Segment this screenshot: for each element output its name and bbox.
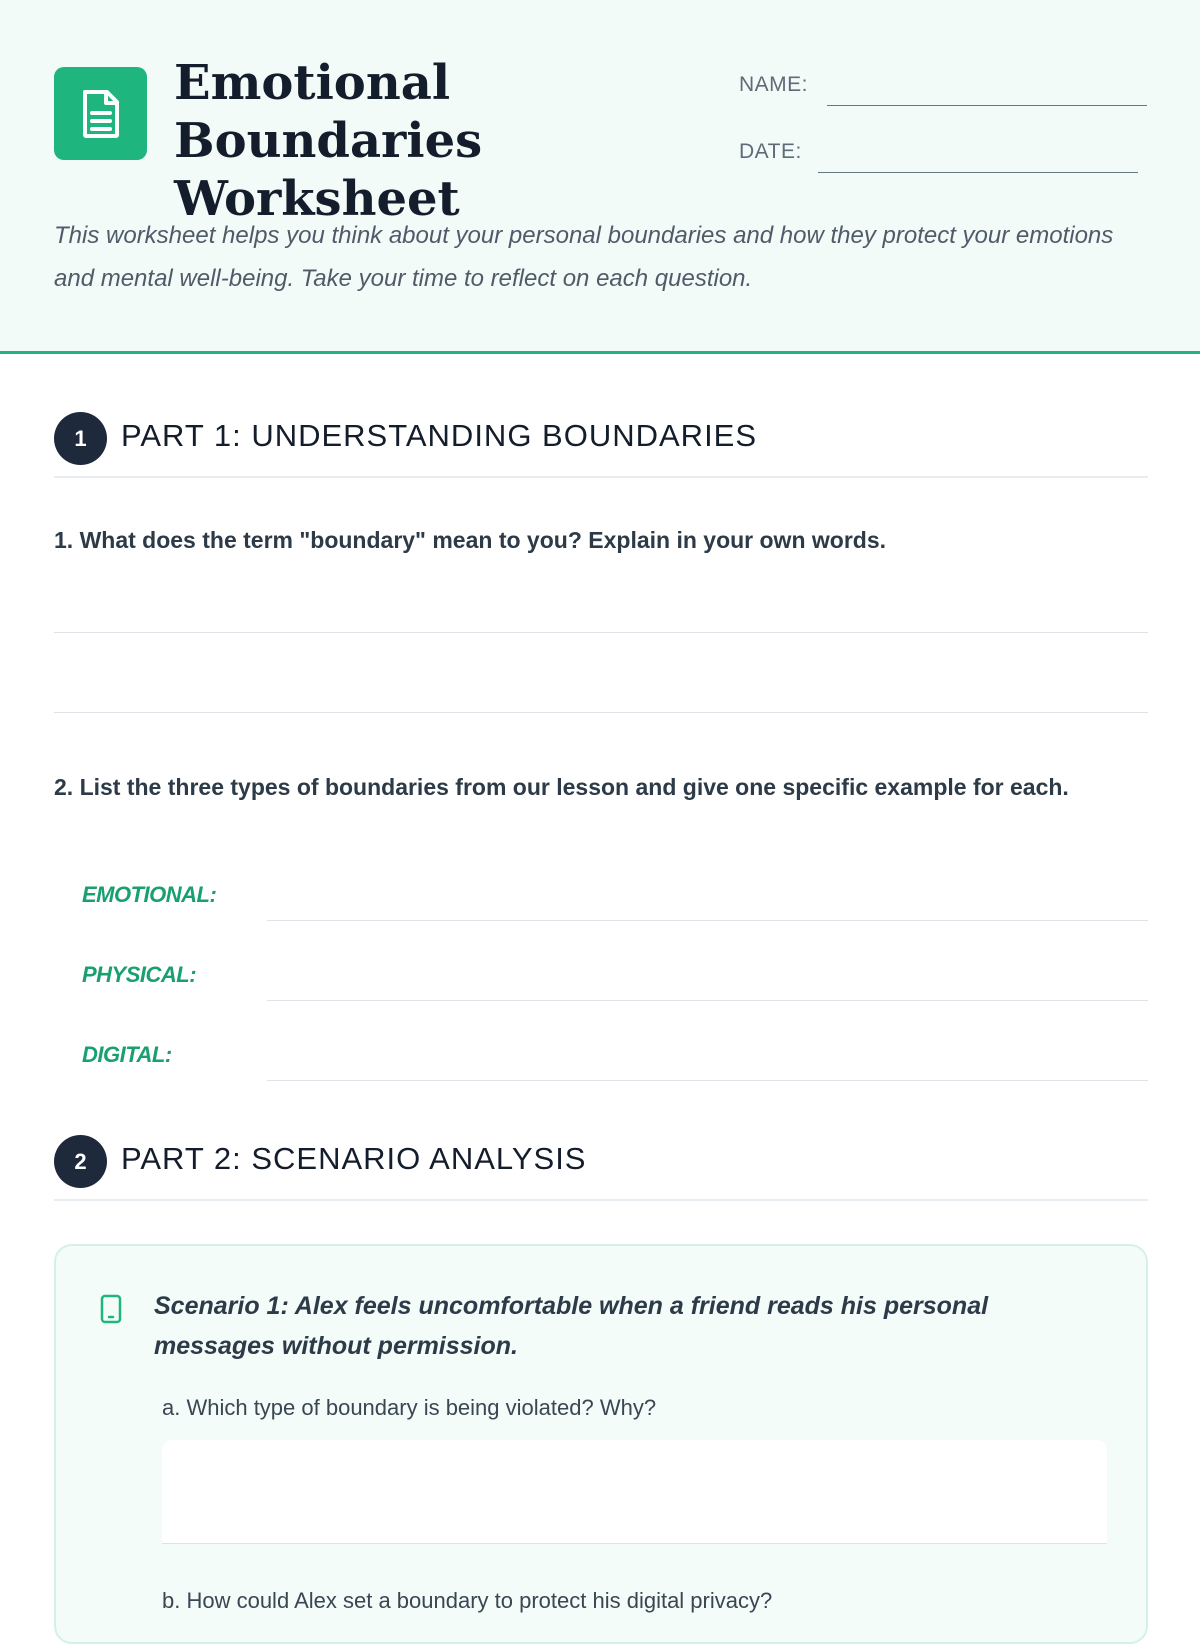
- scenario-1-text: Scenario 1: Alex feels uncomfortable when a friend reads his personal messages without permission.: [154, 1292, 989, 1360]
- date-field[interactable]: [818, 172, 1138, 173]
- part2-heading: [54, 1135, 1148, 1205]
- type-answer-emotional[interactable]: [267, 920, 1148, 921]
- part1-number-badge: 1: [54, 412, 107, 465]
- name-label: NAME:: [739, 73, 809, 96]
- type-row-emotional: [82, 882, 1148, 922]
- part2-title: PART 2: SCENARIO ANALYSIS: [121, 1141, 587, 1176]
- scenario-1-question-b: b. How could Alex set a boundary to protect his digital privacy?: [162, 1588, 773, 1613]
- part2-number-badge: 2: [54, 1135, 107, 1188]
- part1-heading: [54, 412, 1148, 482]
- date-label: DATE:: [739, 140, 802, 163]
- part1-title: PART 1: UNDERSTANDING BOUNDARIES: [121, 418, 758, 453]
- type-answer-physical[interactable]: [267, 1000, 1148, 1001]
- question-1: 1. What does the term "boundary" mean to you? Explain in your own words.: [54, 527, 887, 553]
- intro-text: This worksheet helps you think about your personal boundaries and how they protect your emotions and mental well-being. Take your time to reflect on each question.: [54, 222, 1114, 292]
- phone-icon: [98, 1294, 124, 1324]
- worksheet-header: [0, 0, 1200, 354]
- q1-answer-line-1[interactable]: [54, 632, 1148, 633]
- part2-divider: [54, 1199, 1148, 1201]
- type-label-digital: DIGITAL:: [82, 1042, 172, 1067]
- part1-divider: [54, 476, 1148, 478]
- type-row-physical: [82, 962, 1148, 1002]
- scenario-card-1: [54, 1244, 1148, 1644]
- logo-badge: [54, 67, 147, 160]
- document-icon: [79, 89, 123, 139]
- q1-answer-line-2[interactable]: [54, 712, 1148, 713]
- page-title: Emotional Boundaries Worksheet: [174, 55, 483, 227]
- question-2: 2. List the three types of boundaries from our lesson and give one specific example for each.: [54, 774, 1069, 800]
- type-label-physical: PHYSICAL:: [82, 962, 197, 987]
- scenario-1-answer-a[interactable]: [162, 1440, 1107, 1544]
- type-row-digital: [82, 1042, 1148, 1082]
- type-answer-digital[interactable]: [267, 1080, 1148, 1081]
- type-label-emotional: EMOTIONAL:: [82, 882, 217, 907]
- scenario-1-question-a: a. Which type of boundary is being violated? Why?: [162, 1395, 657, 1420]
- name-field[interactable]: [827, 105, 1147, 106]
